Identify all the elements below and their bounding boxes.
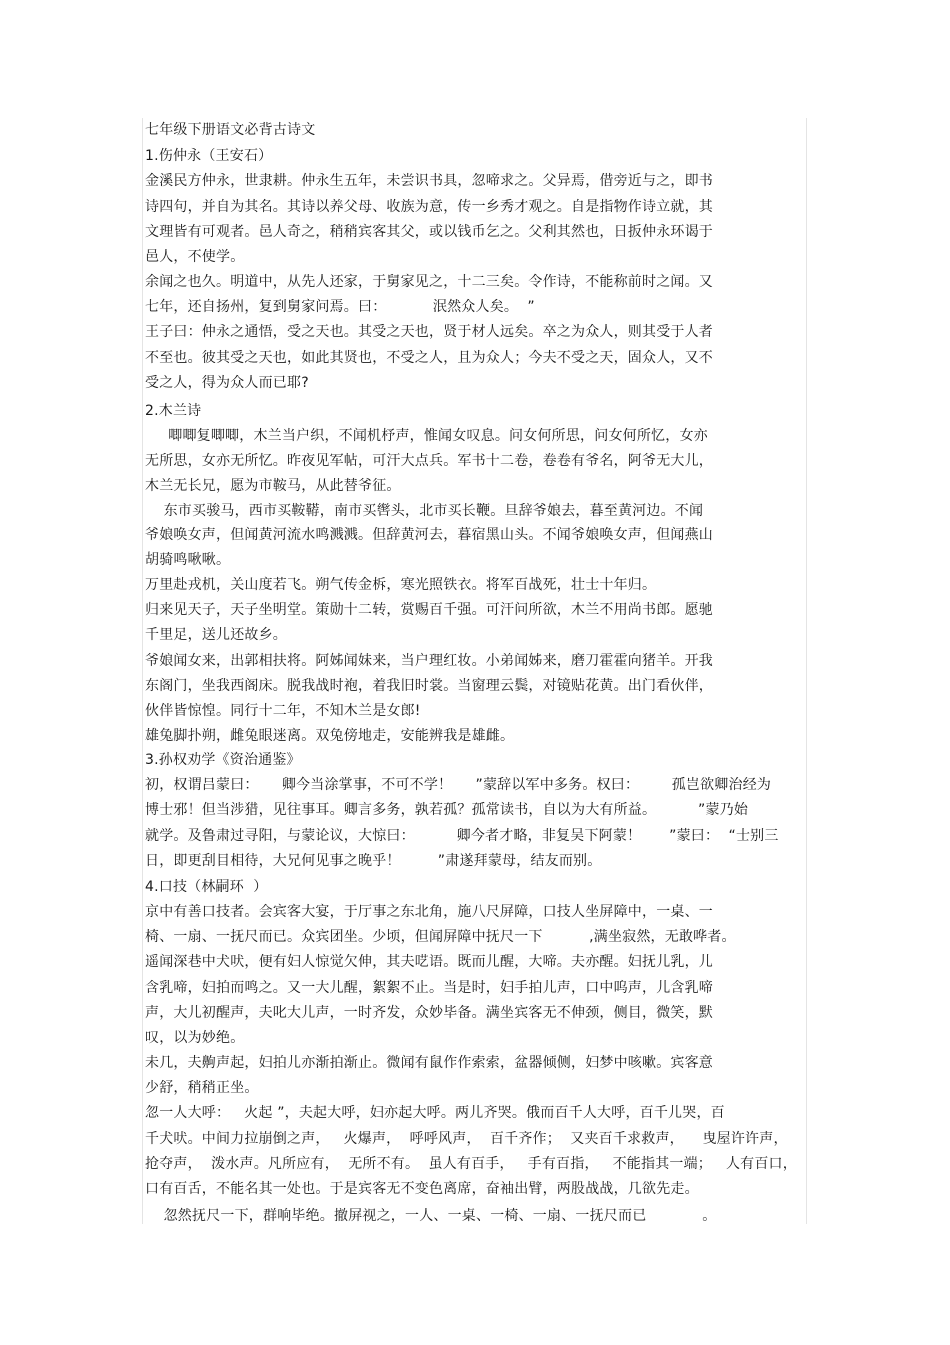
text-line: 椅、一扇、一抚尺而已。众宾团坐。少顷，但闻屏障中抚尺一下 ,满坐寂然，无敢哗者。	[145, 929, 736, 945]
section-heading-1: 1.伤仲永（王安石）	[145, 148, 273, 164]
text-line: 爷娘闻女来，出郭相扶将。阿姊闻妹来，当户理红妆。小弟闻姊来，磨刀霍霍向猪羊。开我	[145, 653, 713, 669]
text-line: 胡骑鸣啾啾。	[145, 552, 231, 568]
text-line: 余闻之也久。明道中，从先人还家，于舅家见之，十二三矣。令作诗，不能称前时之闻。又	[145, 274, 713, 290]
text-line: 京中有善口技者。会宾客大宴，于厅事之东北角，施八尺屏障，口技人坐屏障中，一桌、一	[145, 904, 713, 920]
text-line: 口有百舌，不能名其一处也。于是宾客无不变色离席，奋袖出臂，两股战战，几欲先走。	[145, 1181, 699, 1197]
text-line: 爷娘唤女声，但闻黄河流水鸣溅溅。但辞黄河去，暮宿黑山头。不闻爷娘唤女声，但闻燕山	[145, 527, 713, 543]
text-line: 声，大儿初醒声，夫叱大儿声，一时齐发，众妙毕备。满坐宾客无不伸颈，侧目，微笑，默	[145, 1005, 713, 1021]
text-line: 千里足，送儿还故乡。	[145, 627, 287, 643]
text-line: 东阁门，坐我西阁床。脱我战时袍，着我旧时裳。当窗理云鬓，对镜贴花黄。出门看伙伴，	[145, 678, 713, 694]
text-line: 归来见天子，天子坐明堂。策勋十二转，赏赐百千强。可汗问所欲，木兰不用尚书郎。愿驰	[145, 602, 713, 618]
text-line: 少舒，稍稍正坐。	[145, 1080, 259, 1096]
text-line: 雄兔脚扑朔，雌兔眼迷离。双兔傍地走，安能辨我是雄雌。	[145, 728, 515, 744]
text-line: 未几，夫齁声起，妇拍儿亦渐拍渐止。微闻有鼠作作索索，盆器倾侧，妇梦中咳嗽。宾客意	[145, 1055, 713, 1071]
text-line: 受之人，得为众人而已耶?	[145, 375, 309, 391]
text-line: 文理皆有可观者。邑人奇之，稍稍宾客其父，或以钱币乞之。父利其然也，日扳仲永环谒于	[145, 224, 713, 240]
section-heading-3: 3.孙权劝学《资治通鉴》	[145, 752, 301, 768]
document-title: 七年级下册语文必背古诗文	[145, 122, 316, 138]
left-margin-line	[142, 118, 143, 1224]
text-line: 初，权谓吕蒙曰： 卿今当涂掌事，不可不学！ ”蒙辞以军中多务。权曰： 孤岂欲卿治经为	[145, 777, 772, 793]
text-line: 万里赴戎机，关山度若飞。朔气传金柝，寒光照铁衣。将军百战死，壮士十年归。	[145, 577, 657, 593]
text-line: 伙伴皆惊惶。同行十二年，不知木兰是女郎!	[145, 703, 421, 719]
text-line: 木兰无长兄，愿为市鞍马，从此替爷征。	[145, 478, 401, 494]
text-line: 唧唧复唧唧，木兰当户织，不闻机杼声，惟闻女叹息。问女何所思，问女何所忆，女亦	[145, 428, 708, 444]
text-line: 无所思，女亦无所忆。昨夜见军帖，可汗大点兵。军书十二卷，卷卷有爷名，阿爷无大儿，	[145, 453, 713, 469]
text-line: 金溪民方仲永，世隶耕。仲永生五年，未尝识书具，忽啼求之。父异焉，借旁近与之，即书	[145, 173, 713, 189]
text-line: 七年，还自扬州，复到舅家问焉。曰： 泯然众人矣。 ”	[145, 299, 535, 315]
section-heading-2: 2.木兰诗	[145, 403, 202, 419]
right-margin-line	[806, 118, 807, 1224]
text-line: 忽一人大呼： 火起 ”，夫起大呼，妇亦起大呼。两儿齐哭。俄而百千人大呼，百千儿哭，百	[145, 1105, 725, 1121]
text-line: 王子曰：仲永之通悟，受之天也。其受之天也，贤于材人远矣。卒之为众人，则其受于人者	[145, 324, 713, 340]
text-line: 遥闻深巷中犬吠，便有妇人惊觉欠伸，其夫呓语。既而儿醒，大啼。夫亦醒。妇抚儿乳，儿	[145, 954, 713, 970]
text-line: 不至也。彼其受之天也，如此其贤也，不受之人，且为众人；今夫不受之天，固众人，又不	[145, 350, 713, 366]
text-line: 抢夺声， 泼水声。凡所应有， 无所不有。 虽人有百手， 手有百指， 不能指其一端； 人有百口，	[145, 1156, 797, 1172]
text-line: 忽然抚尺一下，群响毕绝。撤屏视之，一人、一桌、一椅、一扇、一抚尺而已 。	[145, 1208, 717, 1224]
text-line: 邑人，不使学。	[145, 249, 245, 265]
text-line: 就学。及鲁肃过寻阳，与蒙论议，大惊曰： 卿今者才略，非复吴下阿蒙！ ”蒙曰： “士别三	[145, 828, 779, 844]
text-line: 含乳啼，妇拍而鸣之。又一大儿醒，絮絮不止。当是时，妇手拍儿声，口中呜声，儿含乳啼	[145, 980, 713, 996]
text-line: 叹，以为妙绝。	[145, 1030, 245, 1046]
text-line: 日，即更刮目相待，大兄何见事之晚乎！ ”肃遂拜蒙母，结友而别。	[145, 853, 602, 869]
section-heading-4: 4.口技（林嗣环 ）	[145, 879, 268, 895]
text-line: 博士邪！但当涉猎，见往事耳。卿言多务，孰若孤？孤常读书，自以为大有所益。 ”蒙乃始	[145, 802, 749, 818]
text-line: 诗四句，并自为其名。其诗以养父母、收族为意，传一乡秀才观之。自是指物作诗立就，其	[145, 199, 713, 215]
text-line: 东市买骏马，西市买鞍鞯，南市买辔头，北市买长鞭。旦辞爷娘去，暮至黄河边。不闻	[145, 503, 704, 519]
text-line: 千犬吠。中间力拉崩倒之声， 火爆声， 呼呼风声， 百千齐作； 又夹百千求救声， 曳屋许许声，	[145, 1131, 788, 1147]
